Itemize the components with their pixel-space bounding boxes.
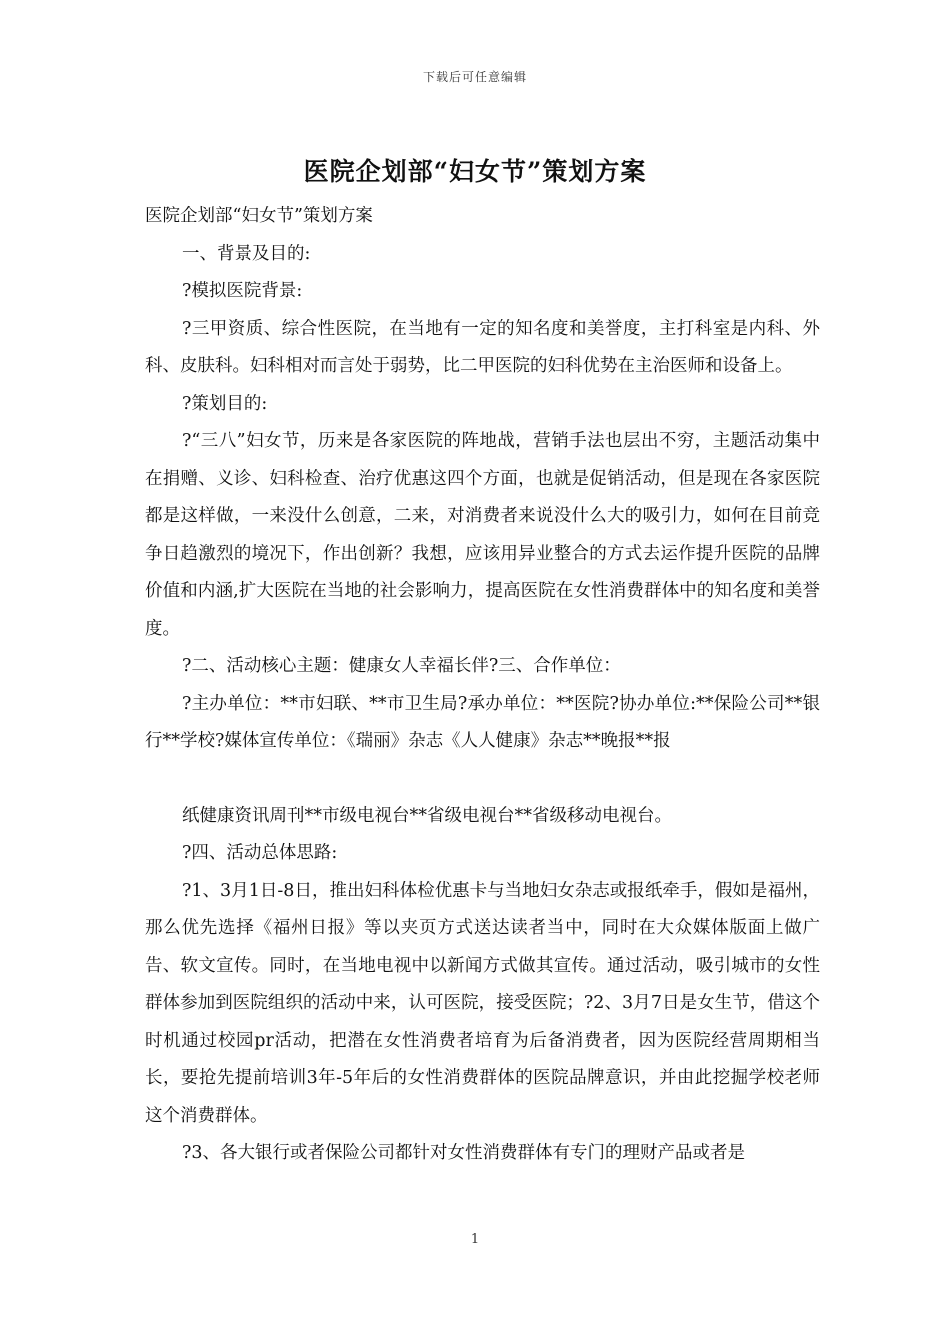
paragraph-theme-partners: ?二、活动核心主题：健康女人幸福长伴?三、合作单位： bbox=[182, 656, 621, 676]
document-body bbox=[145, 198, 820, 1173]
paragraph-hospital-background-heading: ?模拟医院背景: bbox=[182, 281, 303, 301]
document-title: 医院企划部“妇女节”策划方案 bbox=[303, 157, 647, 186]
header-note: 下载后可任意编辑 bbox=[422, 70, 527, 84]
page-number: 1 bbox=[470, 1232, 480, 1247]
paragraph-purpose-heading: ?策划目的: bbox=[182, 393, 268, 414]
paragraph-hospital-background: ?三甲资质、综合性医院，在当地有一定的知名度和美誉度，主打科室是内科、外科、皮肤科。妇科相对而言处于弱势，比二甲医院的妇科优势在主治医师和设备上。 bbox=[145, 318, 820, 376]
paragraph-section-background: 一、背景及目的: bbox=[182, 243, 311, 264]
paragraph-banks-insurance: ?3、各大银行或者保险公司都针对女性消费群体有专门的理财产品或者是 bbox=[182, 1143, 746, 1163]
paragraph-purpose: ?“三八”妇女节，历来是各家医院的阵地战，营销手法也层出不穷，主题活动集中在捐赠、义诊、妇科检查、治疗优惠这四个方面，也就是促销活动，但是现在各家医院都是这样做，一来没什么创意，二来，对消费者来说没什么大的吸引力，如何在目前竞争日趋激烈的境况下，作出创新？我想，应该用异业整合的方式去运作提升医院的品牌价值和内涵,扩大医院在当地的社会影响力，提高医院在女性消费群体中的知名度和美誉度。 bbox=[145, 431, 820, 639]
paragraph-overall-idea: ?1、3月1日-8日，推出妇科体检优惠卡与当地妇女杂志或报纸牵手，假如是福州，那么优先选择《福州日报》等以夹页方式送达读者当中，同时在大众媒体版面上做广告、软文宣传。同时，在当地电视中以新闻方式做其宣传。通过活动，吸引城市的女性群体参加到医院组织的活动中来，认可医院，接受医院；?2、3月7日是女生节，借这个时机通过校园pr活动，把潜在女性消费者培育为后备消费者，因为医院经营周期相当长，要抢先提前培训3年-5年后的女性消费群体的医院品牌意识，并由此挖掘学校老师这个消费群体。 bbox=[145, 880, 820, 1126]
paragraph-subtitle: 医院企划部“妇女节”策划方案 bbox=[145, 206, 373, 226]
paragraph-media: 纸健康资讯周刊**市级电视台**省级电视台**省级移动电视台。 bbox=[182, 805, 672, 826]
paragraph-overall-idea-heading: ?四、活动总体思路: bbox=[182, 843, 338, 863]
paragraph-organizers: ?主办单位：**市妇联、**市卫生局?承办单位：**医院?协办单位:**保险公司**银行**学校?媒体宣传单位：《瑞丽》杂志《人人健康》杂志**晚报**报 bbox=[145, 693, 820, 751]
